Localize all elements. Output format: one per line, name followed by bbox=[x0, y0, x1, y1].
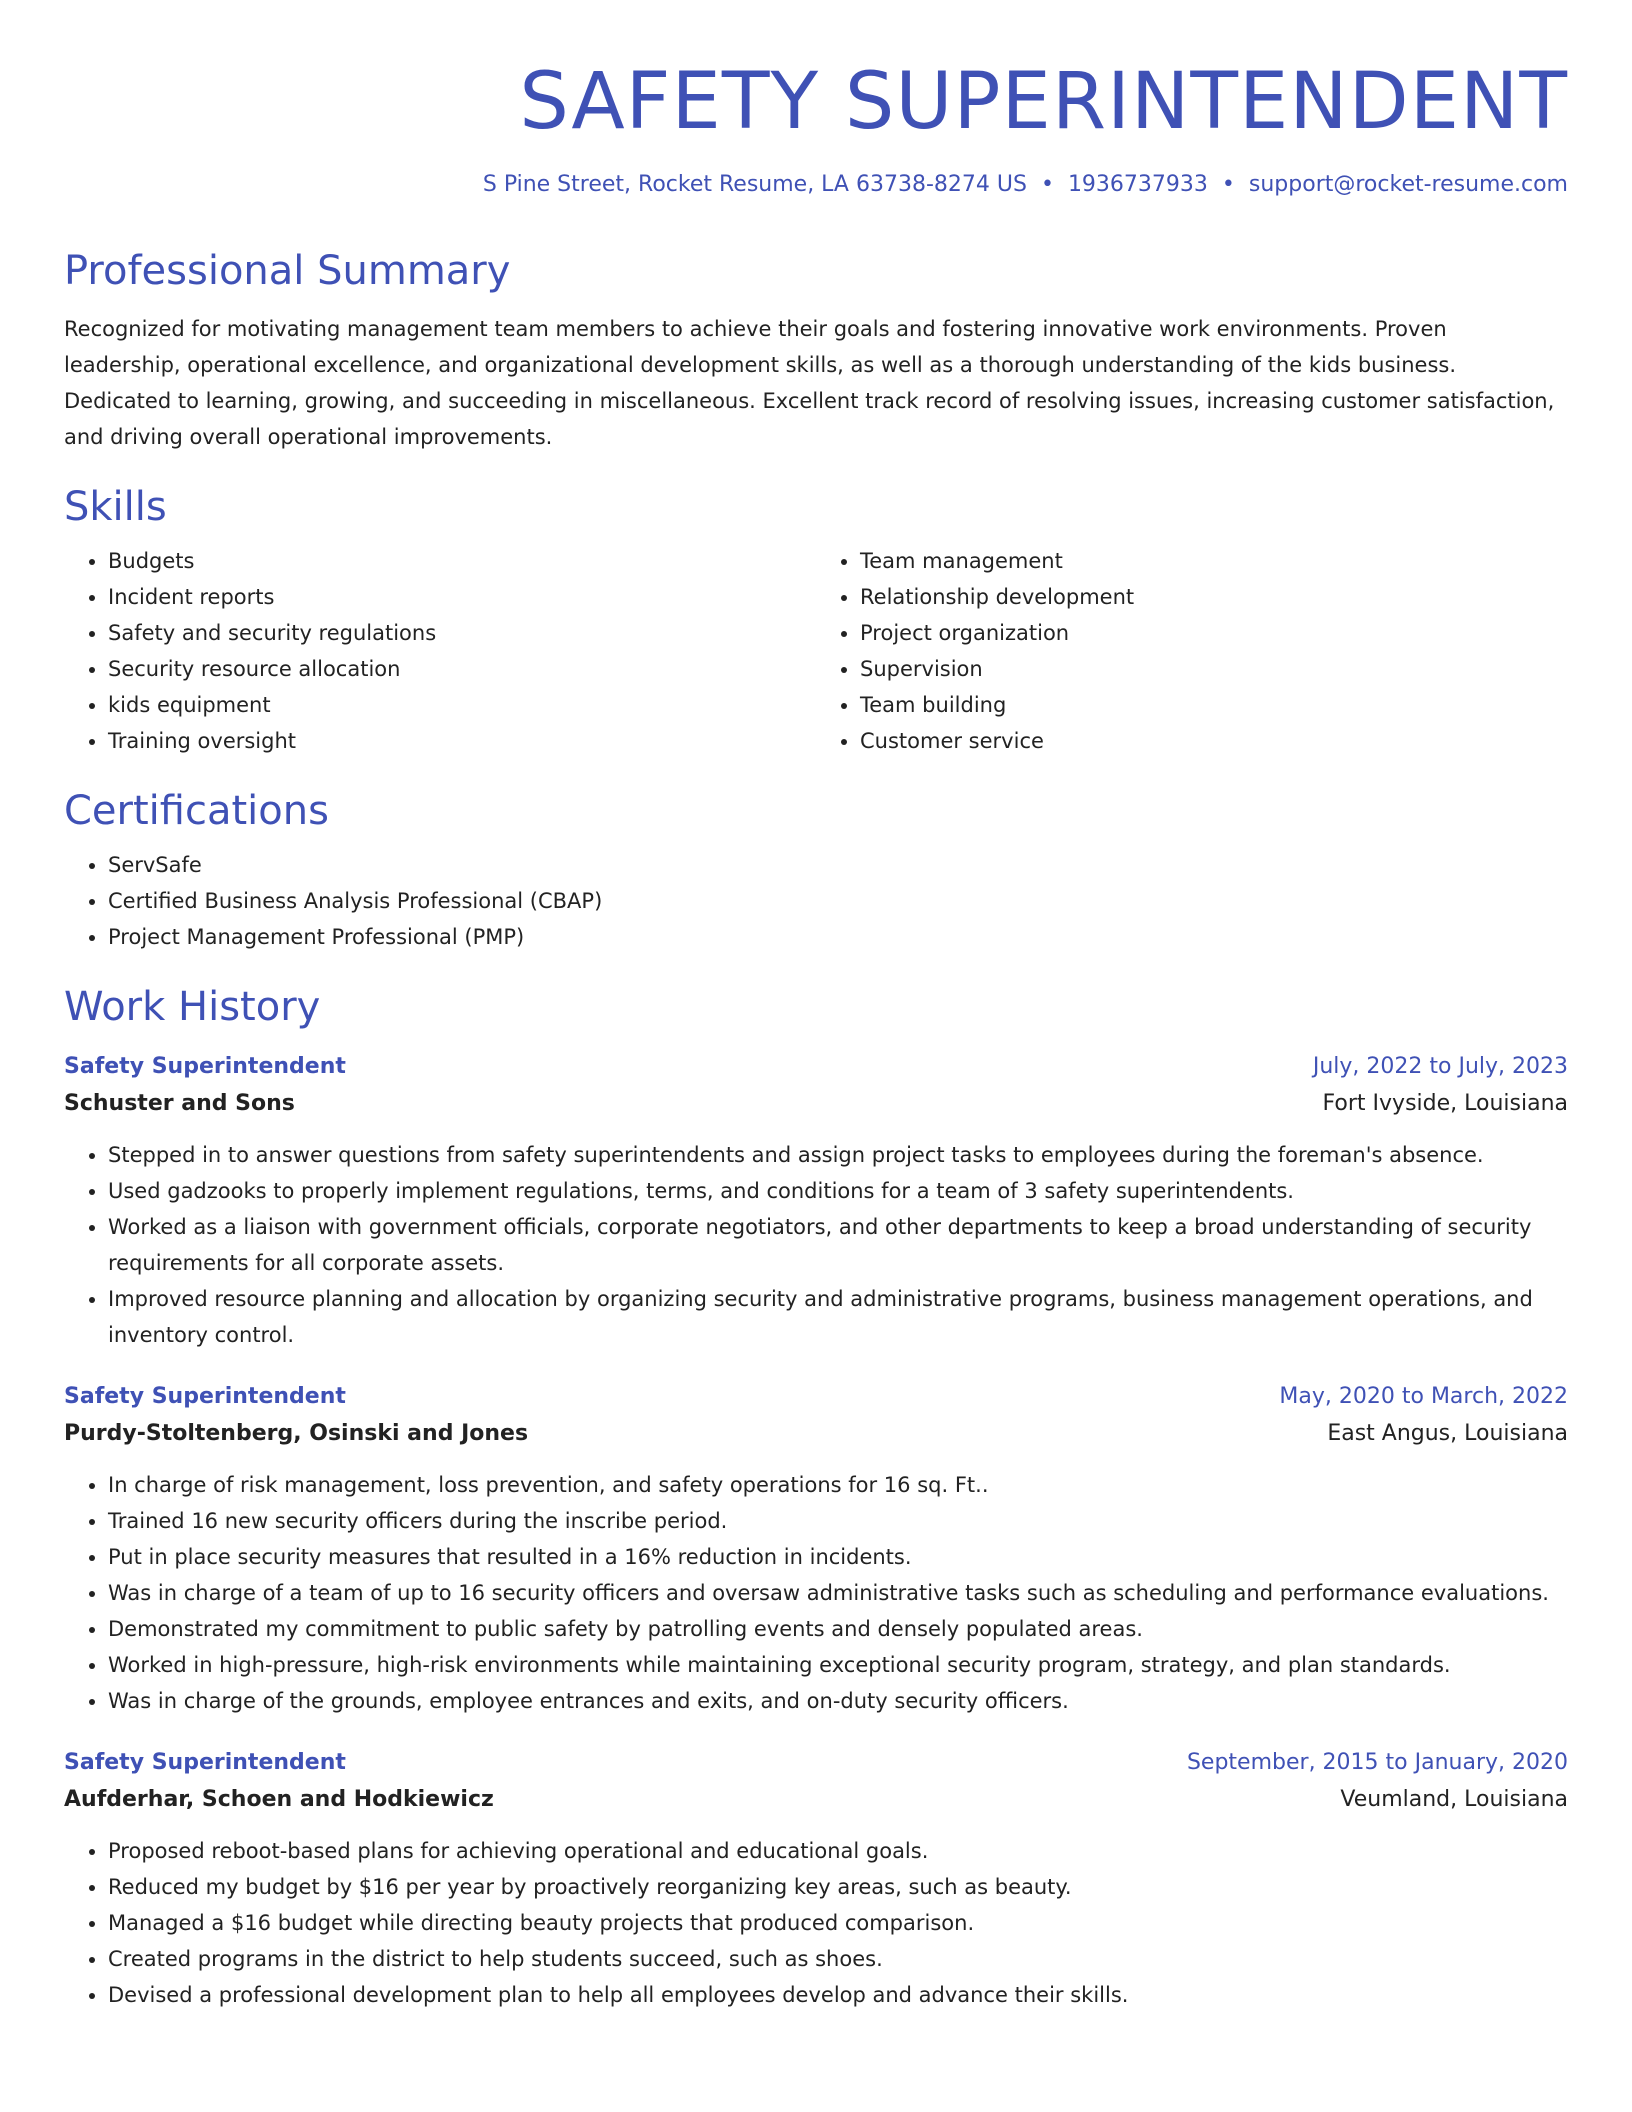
job-bullet: • Was in charge of a team of up to 16 security officers and oversaw administrative tasks such as scheduling and performance evaluations. bbox=[108, 1575, 1568, 1611]
skills-columns bbox=[64, 531, 1568, 759]
skill-item: • Safety and security regulations bbox=[108, 615, 816, 651]
job-bullet: • In charge of risk management, loss prevention, and safety operations for 16 sq. Ft.. bbox=[108, 1467, 1568, 1503]
summary-heading: Professional Summary bbox=[64, 248, 511, 294]
job-bullets bbox=[64, 1137, 1568, 1353]
job-bullet: • Created programs in the district to help students succeed, such as shoes. bbox=[108, 1941, 1568, 1977]
work-history-heading: Work History bbox=[64, 984, 321, 1030]
skills-section bbox=[64, 483, 1568, 759]
certifications-list bbox=[64, 847, 1568, 955]
job-dates: May, 2020 to March, 2022 bbox=[1279, 1384, 1568, 1409]
resume-name: SAFETY SUPERINTENDENT bbox=[519, 57, 1568, 147]
job-bullet: • Proposed reboot-based plans for achieving operational and educational goals. bbox=[108, 1833, 1568, 1869]
job-dates: July, 2022 to July, 2023 bbox=[1312, 1054, 1568, 1079]
job-title: Safety Superintendent bbox=[64, 1384, 346, 1409]
job-location: East Angus, Louisiana bbox=[1327, 1421, 1568, 1446]
job-bullet: • Put in place security measures that resulted in a 16% reduction in incidents. bbox=[108, 1539, 1568, 1575]
skill-item: • Customer service bbox=[860, 723, 1568, 759]
job-location: Fort Ivyside, Louisiana bbox=[1322, 1091, 1568, 1116]
skills-list-right bbox=[816, 543, 1568, 759]
job-bullet: • Worked as a liaison with government officials, corporate negotiators, and other departments to keep a broad understanding of security requirements for all corporate assets. bbox=[108, 1209, 1568, 1281]
job-bullet: • Demonstrated my commitment to public safety by patrolling events and densely populated areas. bbox=[108, 1611, 1568, 1647]
contact-separator: • bbox=[1221, 172, 1235, 197]
job-company: Aufderhar, Schoen and Hodkiewicz bbox=[64, 1787, 494, 1812]
job-header-row bbox=[64, 1379, 1568, 1415]
job-company: Purdy-Stoltenberg, Osinski and Jones bbox=[64, 1421, 529, 1446]
job-bullet: • Trained 16 new security officers during the inscribe period. bbox=[108, 1503, 1568, 1539]
skill-item: • Team building bbox=[860, 687, 1568, 723]
job-bullet: • Stepped in to answer questions from safety superintendents and assign project tasks to employees during the foreman's absence. bbox=[108, 1137, 1568, 1173]
job-entry bbox=[64, 1049, 1568, 1353]
job-bullet: • Was in charge of the grounds, employee entrances and exits, and on-duty security officers. bbox=[108, 1683, 1568, 1719]
job-bullet: • Devised a professional development plan to help all employees develop and advance their skills. bbox=[108, 1977, 1568, 2013]
skill-item: • Security resource allocation bbox=[108, 651, 816, 687]
certifications-section bbox=[64, 787, 1568, 955]
summary-section bbox=[64, 247, 1568, 455]
job-company-row bbox=[64, 1781, 1568, 1819]
job-title: Safety Superintendent bbox=[64, 1054, 346, 1079]
contact-phone[interactable]: 1936737933 bbox=[1067, 172, 1208, 197]
job-entry bbox=[64, 1745, 1568, 2013]
job-bullet: • Used gadzooks to properly implement regulations, terms, and conditions for a team of 3 safety superintendents. bbox=[108, 1173, 1568, 1209]
skill-item: • Budgets bbox=[108, 543, 816, 579]
job-entry bbox=[64, 1379, 1568, 1719]
job-bullets bbox=[64, 1833, 1568, 2013]
job-bullet: • Worked in high-pressure, high-risk environments while maintaining exceptional security program, strategy, and plan standards. bbox=[108, 1647, 1568, 1683]
skill-item: • Training oversight bbox=[108, 723, 816, 759]
skills-list-left bbox=[64, 543, 816, 759]
resume-page bbox=[64, 0, 1568, 2013]
certifications-heading: Certifications bbox=[64, 788, 329, 834]
job-company-row bbox=[64, 1415, 1568, 1453]
skill-item: • kids equipment bbox=[108, 687, 816, 723]
job-bullet: • Managed a $16 budget while directing beauty projects that produced comparison. bbox=[108, 1905, 1568, 1941]
certification-item: • ServSafe bbox=[108, 847, 1568, 883]
skill-item: • Team management bbox=[860, 543, 1568, 579]
skills-heading: Skills bbox=[64, 484, 167, 530]
certification-item: • Certified Business Analysis Professional (CBAP) bbox=[108, 883, 1568, 919]
job-header-row bbox=[64, 1745, 1568, 1781]
job-company-row bbox=[64, 1085, 1568, 1123]
job-title: Safety Superintendent bbox=[64, 1750, 346, 1775]
certification-item: • Project Management Professional (PMP) bbox=[108, 919, 1568, 955]
job-dates: September, 2015 to January, 2020 bbox=[1186, 1750, 1568, 1775]
summary-text: Recognized for motivating management team members to achieve their goals and fostering innovative work environments. Proven leadership, operational excellence, and organizational development skills, as well as a thorough understanding of the kids business. Dedicated to learning, growing, and succeeding in miscellaneous. Excellent track record of resolving issues, increasing customer satisfaction, and driving overall operational improvements. bbox=[64, 317, 1555, 449]
contact-email[interactable]: support@rocket-resume.com bbox=[1248, 172, 1568, 197]
job-bullets bbox=[64, 1467, 1568, 1719]
job-company: Schuster and Sons bbox=[64, 1091, 295, 1116]
skill-item: • Supervision bbox=[860, 651, 1568, 687]
skill-item: • Incident reports bbox=[108, 579, 816, 615]
skill-item: • Project organization bbox=[860, 615, 1568, 651]
contact-separator: • bbox=[1040, 172, 1054, 197]
job-bullet: • Improved resource planning and allocation by organizing security and administrative programs, business management operations, and inventory control. bbox=[108, 1281, 1568, 1353]
work-history-section bbox=[64, 983, 1568, 2013]
job-location: Veumland, Louisiana bbox=[1340, 1787, 1568, 1812]
skill-item: • Relationship development bbox=[860, 579, 1568, 615]
contact-address: S Pine Street, Rocket Resume, LA 63738-8274 US bbox=[482, 172, 1027, 197]
contact-line bbox=[64, 172, 1568, 197]
job-bullet: • Reduced my budget by $16 per year by proactively reorganizing key areas, such as beauty. bbox=[108, 1869, 1568, 1905]
job-header-row bbox=[64, 1049, 1568, 1085]
